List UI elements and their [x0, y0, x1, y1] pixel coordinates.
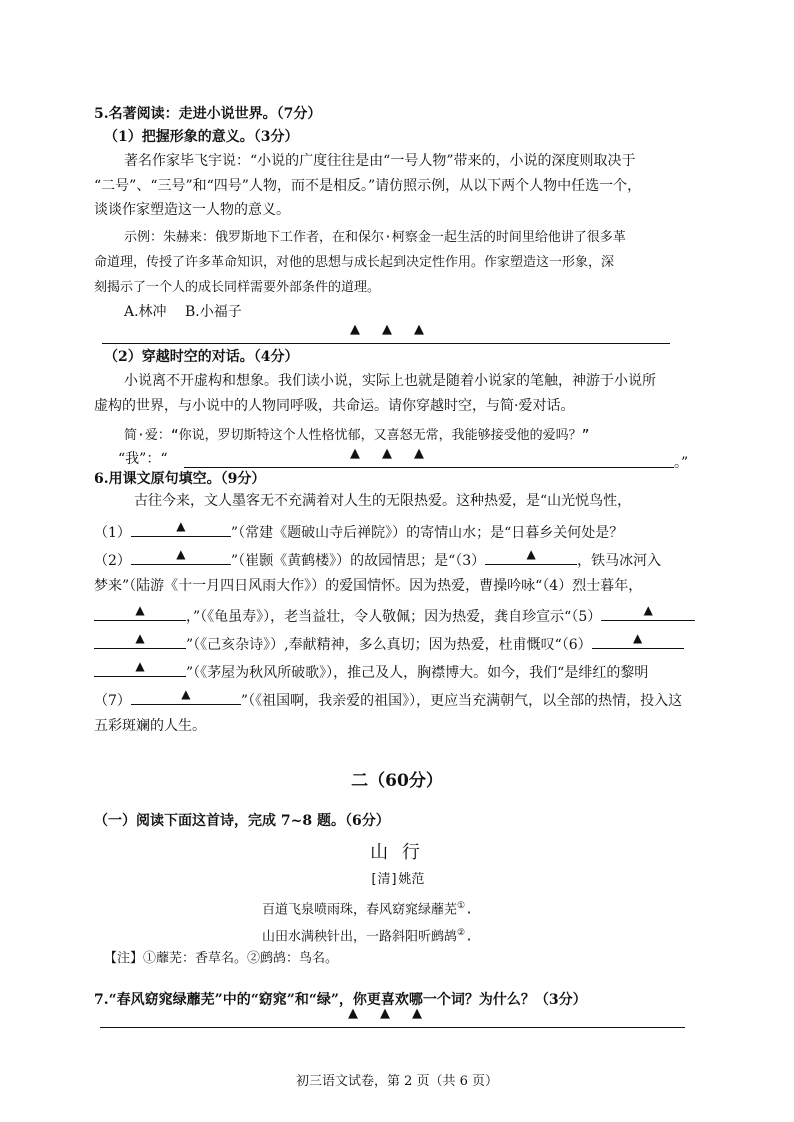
q6-line8-text: ”（《祖国啊，我亲爱的祖国》），更应当充满朝气，以全部的热情，投入这 [240, 693, 683, 709]
blank-5b[interactable]: ▲ [94, 633, 186, 649]
q6-line9: 五彩斑斓的人生。 [94, 718, 206, 734]
q5-sub1-para1: 著名作家毕飞宇说：“小说的广度往往是由“一号人物”带来的，小说的深度则取决于 [124, 153, 636, 169]
blank-6b[interactable]: ▲ [94, 661, 186, 677]
blank-3[interactable]: ▲ [485, 549, 577, 565]
blank-1[interactable]: ▲ [131, 521, 231, 537]
q5-example-line3: 刻揭示了一个人的成长同样需要外部条件的道理。 [94, 280, 381, 295]
footnote-mark-1: ① [457, 901, 466, 911]
me-line-label: “我”：“ [118, 451, 168, 467]
q6-line3-text: ”（崔颢《黄鹤楼》）的故园情思；是“（3） [230, 553, 486, 569]
q5-sub1-para3: 谈谈作家塑造这一人物的意义。 [94, 202, 290, 218]
q6-line7 [94, 661, 648, 682]
q6-line3-end: ，铁马冰河入 [577, 553, 662, 569]
q5-options: A.林冲 B.小福子 [124, 304, 242, 320]
poem-author: [清]姚范 [369, 872, 425, 887]
poem-line1-text: 百道飞泉喷雨珠，春风窈窕绿蘼芜 [262, 902, 458, 918]
part1-intro: （一）阅读下面这首诗，完成 7~8 题。（6分） [94, 813, 390, 829]
poem-note: 【注】①蘼芜：香草名。②鹧鸪：鸟名。 [104, 951, 339, 966]
q7-answer-line[interactable] [100, 1006, 685, 1028]
blank-6[interactable]: ▲ [592, 633, 684, 649]
poem-line2: 山田水满秧针出，一路斜阳听鹧鸪②. [262, 928, 473, 945]
q6-line6-text: ”（《己亥杂诗》）,奉献精神，多么真切；因为热爱，杜甫慨叹“（6） [186, 637, 592, 653]
jane-eyre-line: 简·爱：“你说，罗切斯特这个人性格忧郁，又喜怒无常，我能够接受他的爱吗？” [124, 428, 590, 443]
q5-sub1-para2: “二号”、“三号”和“四号”人物，而不是相反。”请仿照示例，从以下两个人物中任选一个， [94, 178, 642, 194]
blank-2[interactable]: ▲ [131, 549, 231, 565]
q7-text: 7.“春风窈窕绿蘼芜”中的“窈窕”和“绿”，你更喜欢哪一个词？为什么？（3分） [94, 992, 587, 1008]
blank-number: （7） [94, 693, 131, 709]
q5-title: 5.名著阅读：走进小说世界。（7分） [94, 106, 322, 122]
blank-number: （1） [94, 525, 131, 541]
q5-sub2-para1: 小说离不开虚构和想象。我们读小说，实际上也就是随着小说家的笔触，神游于小说所 [124, 373, 656, 389]
q5-example-line2: 命道理，传授了许多革命知识，对他的思想与成长起到决定性作用。作家塑造这一形象，深 [94, 255, 615, 270]
q6-line8 [94, 689, 682, 710]
q5-2-answer-line[interactable] [184, 446, 674, 468]
me-line-end: 。” [674, 455, 689, 471]
answer-marker: ▲▲▲ [348, 1006, 444, 1021]
blank-5[interactable]: ▲ [601, 605, 695, 621]
q6-line2 [94, 521, 623, 542]
section-heading: 二（60分） [351, 771, 443, 791]
q6-line5-text: ，”（《龟虽寿》），老当益壮，令人敬佩；因为热爱，龚自珍宣示“（5） [186, 609, 602, 625]
q6-title: 6.用课文原句填空。（9分） [94, 471, 266, 487]
q5-example-line1: 示例：朱赫来：俄罗斯地下工作者，在和保尔·柯察金一起生活的时间里给他讲了很多革 [124, 230, 626, 245]
blank-number: （2） [94, 553, 131, 569]
q6-line2-text: ”（常建《题破山寺后禅院》）的寄情山水；是“日暮乡关何处是？ [230, 525, 624, 541]
blank-7[interactable]: ▲ [131, 689, 241, 705]
q5-sub2-para2: 虚构的世界，与小说中的人物同呼吸，共命运。请你穿越时空，与简·爱对话。 [94, 398, 575, 414]
q6-line6 [94, 633, 684, 654]
answer-marker: ▲▲▲ [350, 446, 446, 461]
q6-line5 [94, 605, 695, 626]
poem-line2-text: 山田水满秧针出，一路斜阳听鹧鸪 [262, 929, 458, 945]
q6-line7-text: ”（《茅屋为秋风所破歌》），推己及人，胸襟博大。如今，我们“是绯红的黎明 [186, 665, 649, 681]
q6-line3 [94, 549, 661, 570]
q6-para1: 古往今来，文人墨客无不充满着对人生的无限热爱。这种热爱，是“山光悦鸟性， [134, 493, 632, 509]
poem-title: 山 行 [370, 842, 424, 863]
q5-sub2-title: （2）穿越时空的对话。（4分） [104, 349, 299, 365]
answer-marker: ▲▲▲ [350, 322, 446, 337]
q6-line4: 梦来”（陆游《十一月四日风雨大作》）的爱国情怀。因为热爱，曹操吟咏“（4）烈士暮年， [94, 578, 643, 594]
q5-1-answer-line[interactable] [102, 322, 670, 344]
blank-4[interactable]: ▲ [94, 605, 186, 621]
poem-line1: 百道飞泉喷雨珠，春风窈窕绿蘼芜①. [262, 901, 473, 918]
page-footer: 初三语文试卷，第 2 页（共 6 页） [295, 1074, 499, 1089]
footnote-mark-2: ② [457, 928, 466, 938]
q5-sub1-title: （1）把握形象的意义。（3分） [104, 129, 299, 145]
